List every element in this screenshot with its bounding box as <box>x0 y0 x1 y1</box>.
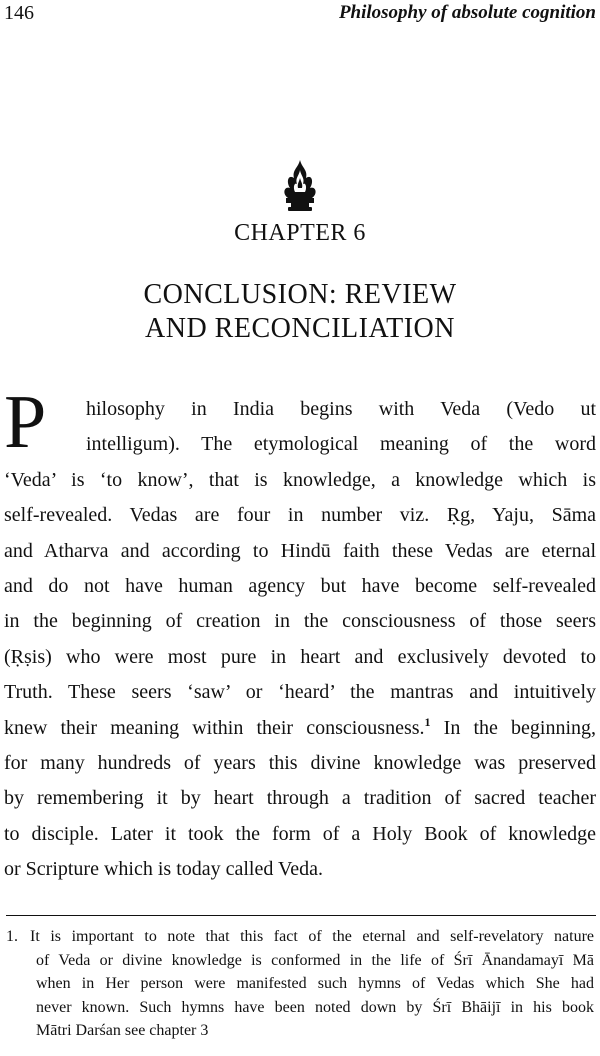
footnote-marker: 1. <box>6 928 18 945</box>
footnote-reference[interactable]: 1 <box>424 714 431 729</box>
body-line: intelligum). The etymological meaning of the word <box>86 433 596 456</box>
body-paragraph <box>4 392 596 888</box>
footnote-line: Mātri Darśan see chapter 3 <box>36 1022 209 1040</box>
body-line: self-revealed. Vedas are four in number viz. Ṛg, Yaju, Sāma <box>4 504 596 527</box>
body-line: for many hundreds of years this divine knowledge was preserved <box>4 752 596 775</box>
page-number: 146 <box>4 2 34 24</box>
drop-cap: P <box>4 380 47 464</box>
running-title: Philosophy of absolute cognition <box>338 2 596 23</box>
footnote-line <box>6 925 594 949</box>
flame-ornament-icon <box>278 158 322 214</box>
footnote-line: when in Her person were manifested such hymns of Vedas which She had <box>36 975 594 993</box>
body-line: in the beginning of creation in the consciousness of those seers <box>4 610 596 633</box>
body-line: Truth. These seers ‘saw’ or ‘heard’ the mantras and intuitively <box>4 681 596 704</box>
body-line: (Ṛṣis) who were most pure in heart and exclusively devoted to <box>4 645 596 668</box>
footnote-text: It is important to note that this fact of the eternal and self-revelatory nature <box>30 928 594 945</box>
body-line-with-footnote <box>4 711 596 746</box>
running-head <box>4 2 596 28</box>
body-line: and do not have human agency but have become self-revealed <box>4 575 596 598</box>
footnote-line: never known. Such hymns have been noted down by Śrī Bhāijī in his book <box>36 998 594 1016</box>
body-line: or Scripture which is today called Veda. <box>4 858 323 881</box>
footnote <box>6 925 594 1043</box>
chapter-title-line-1: CONCLUSION: REVIEW <box>143 279 457 310</box>
chapter-label: CHAPTER 6 <box>234 220 366 246</box>
body-line: by remembering it by heart through a tradition of sacred teacher <box>4 787 596 810</box>
body-line-text: In the beginning, <box>443 716 597 739</box>
body-line: and Atharva and according to Hindū faith these Vedas are eternal <box>4 539 596 562</box>
body-line: to disciple. Later it took the form of a Holy Book of knowledge <box>4 822 596 845</box>
body-line-text: knew their meaning within their consciousness. <box>4 716 425 739</box>
footnote-divider <box>6 915 596 916</box>
body-line: ‘Veda’ is ‘to know’, that is knowledge, a knowledge which is <box>4 468 596 491</box>
chapter-title <box>0 278 600 346</box>
body-line: hilosophy in India begins with Veda (Vedo ut <box>86 398 596 420</box>
footnote-line: of Veda or divine knowledge is conformed in the life of Śrī Ānandamayī Mā <box>36 951 594 969</box>
chapter-title-line-2: AND RECONCILIATION <box>145 313 455 344</box>
